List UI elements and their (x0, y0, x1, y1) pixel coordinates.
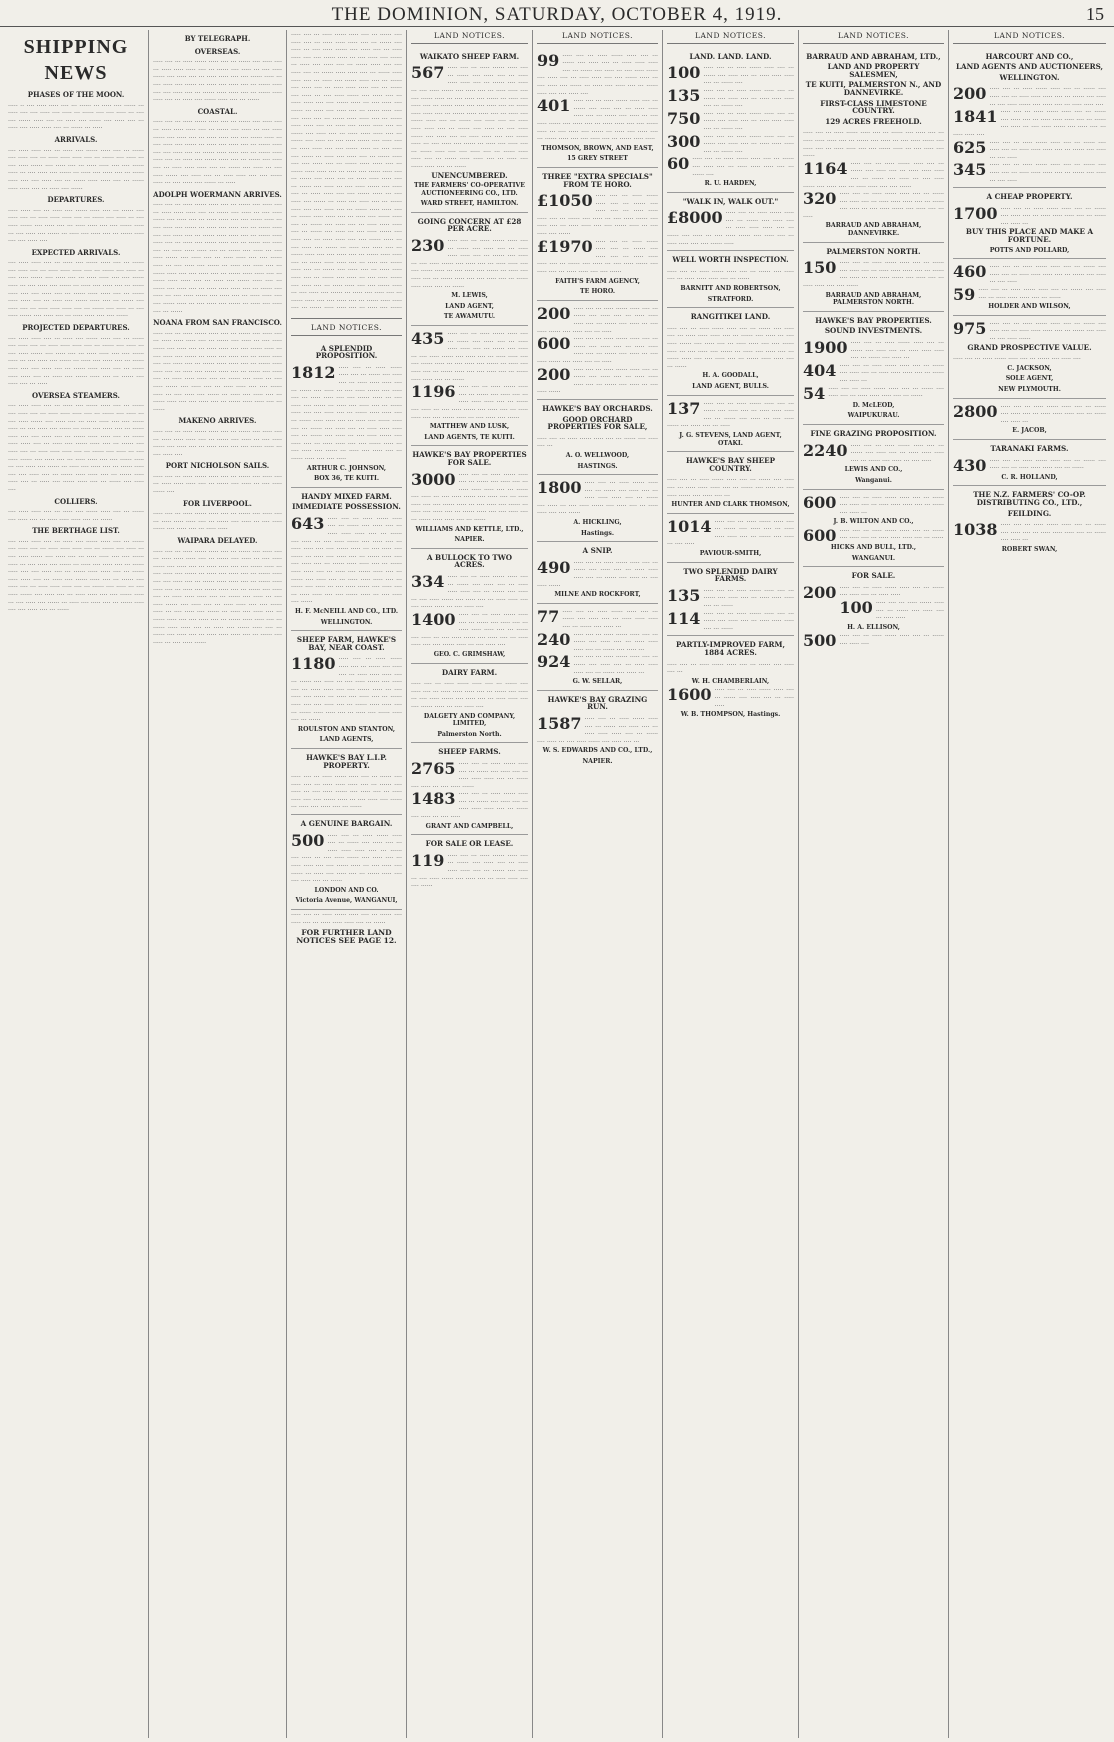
agent-name: H. F. McNEILL AND CO., LTD. (294, 608, 399, 615)
agent-name: DALGETY AND COMPANY, LIMITED, (423, 712, 516, 728)
advertisement: 200 ..... .... ... ..... ...... ..... .... ... ...... .... ..... .... ... ..... ..... ..... .... ... ...... .... ..... ... .... ..... ...... .... ..... .... ... ..... 600 ..... .... ... ..... ...... ..... .... ... ...... .... ..... .... ... ..... ..... ..... .... ... ...... .... ..... ... .... ..... ...... .... ..... .... ... ..... 200 ..... .... ... ..... ...... ..... .... ... ...... .... ..... .... ... ..... ..... ..... .... ... ...... .... ..... ... .... ..... ...... (537, 301, 658, 400)
ad-heading: HAWKE'S BAY L.I.P. PROPERTY. (306, 752, 387, 770)
subheading: EXPECTED ARRIVALS. (31, 247, 121, 257)
advertisement: RANGITIKEI LAND. ..... .... ... ..... ...... ..... .... ... ...... .... ..... .... ... ..... ..... ..... .... ... ...... .... ..... ... .... ..... ...... .... ..... .... ... ..... ..... .... .... ...... ..... ... .... ..... .... ...... ... ..... .... ..... .... ... ...... ..... .... .... ..... .... ... ...... ..... ..... .... ... ...... H. A. GOODALL, LAND AGENT, BULLS. (667, 308, 794, 395)
ad-heading: A SPLENDID PROPOSITION. (315, 343, 378, 361)
advertisement: HAWKE'S BAY GRAZING RUN. 1587 ..... .... ... ..... ...... ..... .... ... ...... .... ..... .... ... ..... ..... ..... .... ... ...... .... ..... ... .... ..... ...... .... ..... .... ... W. S. EDWARDS AND CO., LTD., NAPIER. (537, 694, 658, 765)
advertisement: FOR SALE OR LEASE. 119 ..... .... ... ..... ...... ..... .... ... ...... .... ..... .... ... ..... ..... ..... .... ... ...... .... ..... ... .... ..... ...... .... ..... .... ... ..... ..... .... .... ...... (411, 839, 528, 889)
advertisement: 99 ..... .... ... ..... ...... ..... .... ... ...... .... ..... .... ... ..... ..... ..... .... ... ...... .... ..... ... .... ..... ...... .... ..... .... ... ..... ..... .... .... ...... ..... ... .... ..... .... ...... ... ..... .... ..... .... ... ...... ..... .... .... ..... .... 401 ..... .... ... ..... ...... ..... .... ... ...... .... ..... .... ... ..... ..... ..... .... ... ...... .... ..... ... .... ..... ...... .... ..... .... ... ..... ..... .... .... ...... ..... ... .... ..... .... ...... ... ..... .... ..... .... ... ...... ..... .... .... ..... .... ... ...... ..... ..... THOMSON, BROWN, AND EAST, 15 GREY STREET (537, 48, 658, 168)
acreage-figure: 100 (667, 63, 701, 83)
agent-name: POTTS AND POLLARD, (989, 246, 1070, 254)
subheading: OVERSEA STEAMERS. (32, 390, 120, 400)
advertisement: 137 ..... .... ... ..... ...... ..... .... ... ...... .... ..... .... ... ..... ..... ..... .... ... ...... .... ..... ... .... ..... ...... .... ..... .... ... ..... J. G. STEVENS, LAND AGENT, OTAKI. (667, 396, 794, 453)
advertisement: FINE GRAZING PROPOSITION. 2240 ..... .... ... ..... ...... ..... .... ... ...... .... ..... .... ... ..... ..... ..... .... ... ...... .... ..... ... .... ..... LEWIS AND CO., Wanganui. (803, 425, 944, 490)
advertisement: PARTLY-IMPROVED FARM, 1884 ACRES. ..... .... ... ..... ...... ..... .... ... ...... .... ..... .... ... W. H. CHAMBERLAIN, 1600 ..... .... ... ..... ...... ..... .... ... ...... .... ..... .... ... ..... ..... W. B. THOMPSON, Hastings. (667, 640, 794, 719)
ad-heading: GOING CONCERN AT £28 PER ACRE. (417, 216, 522, 234)
ad-subheading: LAND AGENTS AND AUCTIONEERS, (955, 62, 1104, 72)
acreage-figure: 500 (291, 830, 325, 850)
ad-heading: TARANAKI FARMS. (990, 443, 1069, 453)
ad-heading: TWO SPLENDID DAIRY FARMS. (683, 566, 778, 584)
acreage-figure: 334 (411, 572, 445, 592)
acreage-figure: 430 (953, 455, 987, 475)
advertisement: A SPLENDID PROPOSITION. 1812 ..... .... ... ..... ...... ..... .... ... ...... .... ..... .... ... ..... ..... ..... .... ... ...... .... ..... ... .... ..... ...... .... ..... .... ... ..... ..... .... .... ...... ..... ... .... ..... .... ...... ... ..... .... ..... .... ... ...... ..... .... .... ..... .... ... ...... ..... ..... .... ... ...... ..... ..... .... ... ..... .... ...... ..... .... ... ...... .... ..... .... ... ..... ..... ..... .... ... ...... .... ..... ... .... ..... ...... .... ..... .... ... ..... ..... .... .... ...... ..... ... .... ..... .... ...... ... ..... .... ..... .... ... ...... ..... .... .... ..... ARTHUR C. JOHNSON, BOX 36, TE KUITI. (291, 340, 402, 488)
subheading: COASTAL. (197, 106, 238, 116)
agent-name: W. H. CHAMBERLAIN, (691, 677, 770, 685)
ad-heading: A SNIP. (582, 546, 613, 556)
agent-name: GEO. C. GRIMSHAW, (433, 650, 506, 658)
subheading: FOR LIVERPOOL. (183, 498, 252, 508)
agent-name: ROULSTON AND STANTON, (297, 725, 396, 733)
subheading: THE BERTHAGE LIST. (32, 526, 120, 536)
ad-subheading: WELLINGTON. (999, 72, 1060, 82)
advertisement: THE N.Z. FARMERS' CO-OP. DISTRIBUTING CO., LTD., FEILDING. 1038 ..... .... ... ..... ...... ..... .... ... ...... .... ..... .... ... ..... ..... ..... .... ... ...... .... ..... ... ROBERT SWAN, (953, 490, 1106, 553)
column-land-notices-5 (799, 30, 949, 1738)
subheading: PROJECTED DEPARTURES. (22, 323, 130, 333)
advertisement: HARCOURT AND CO., LAND AGENTS AND AUCTIONEERS, WELLINGTON. 200 ..... .... ... ..... ...... ..... .... ... ...... .... ..... .... ... ..... ..... ..... .... ... ...... .... ..... ... .... ..... ...... .... ..... .... ... ..... ..... .... 1841 ..... .... ... ..... ...... ..... .... ... ...... .... ..... .... ... ..... ..... ..... .... ... ...... .... ..... ... .... ..... ...... .... ..... .... ... ..... ..... .... 625 ..... .... ... ..... ...... ..... .... ... ...... .... ..... .... ... ..... ..... ..... .... ... ...... .... ..... ... .... ..... 345 ..... .... ... ..... ...... ..... .... ... ...... .... ..... .... ... ..... ..... ..... .... ... ...... .... ..... ... .... ..... (953, 48, 1106, 189)
agent-name: MATTHEW AND LUSK, (429, 423, 510, 431)
subheading: ADOLPH WOERMANN ARRIVES. (153, 189, 282, 199)
agent-name: HICKS AND BULL, LTD., (830, 544, 917, 552)
agent-title: LAND AGENT, (445, 302, 494, 310)
acreage-figure: 600 (537, 334, 571, 354)
agent-address: TE HORO. (579, 288, 616, 296)
columns-container (4, 30, 1110, 1738)
newspaper-title: THE DOMINION, SATURDAY, OCTOBER 4, 1919. (331, 4, 783, 25)
acreage-figure: 99 (537, 50, 560, 70)
agent-name: H. A. ELLISON, (847, 623, 900, 631)
column-heading: LAND NOTICES. (667, 30, 794, 44)
ad-heading: GRAND PROSPECTIVE VALUE. (967, 342, 1092, 352)
acreage-figure: 1483 (411, 789, 456, 809)
agent-name: C. JACKSON, (1007, 364, 1052, 372)
advertisement: PALMERSTON NORTH. 150 ..... .... ... ..... ...... ..... .... ... ...... .... ..... .... ... ..... ..... ..... .... ... ...... .... ..... ... .... ..... ...... .... ..... .... ... ..... ..... .... .... ...... BARRAUD AND ABRAHAM, PALMERSTON NORTH. (803, 243, 944, 312)
ad-heading: THE N.Z. FARMERS' CO-OP. DISTRIBUTING CO., LTD., (973, 490, 1086, 507)
agent-name: FAITH'S FARM AGENCY, (555, 277, 640, 285)
ad-heading: HAWKE'S BAY ORCHARDS. (542, 403, 653, 413)
ad-heading: HAWKE'S BAY PROPERTIES FOR SALE. (412, 450, 527, 467)
subheading: DEPARTURES. (47, 195, 105, 205)
agent-name: ROBERT SWAN, (1001, 545, 1058, 553)
advertisement: A SNIP. 490 ..... .... ... ..... ...... ..... .... ... ...... .... ..... .... ... ..... ..... ..... .... ... ...... .... ..... ... .... ..... ...... MILNE AND ROCKFORT, (537, 542, 658, 604)
advertisement: GOING CONCERN AT £28 PER ACRE. 230 ..... .... ... ..... ...... ..... .... ... ...... .... ..... .... ... ..... ..... ..... .... ... ...... .... ..... ... .... ..... ...... .... ..... .... ... ..... ..... .... .... ...... ..... ... .... ..... .... ...... ... ..... .... ..... .... ... ...... ..... .... .... ..... .... ... ...... ..... ..... .... ... ...... M. LEWIS, LAND AGENT, TE AWAMUTU. (411, 213, 528, 326)
subheading: ARRIVALS. (54, 134, 98, 144)
agent-address: LAND AGENT, BULLS. (692, 382, 769, 390)
acreage-figure: 320 (803, 189, 837, 209)
acreage-figure: 625 (953, 137, 987, 157)
advertisement: 77 ..... .... ... ..... ...... ..... .... ... ...... .... ..... .... ... ..... ..... ..... .... ... ...... .... ..... ... 240 ..... .... ... ..... ...... ..... .... ... ...... .... ..... .... ... ..... ..... ..... .... ... ...... .... ..... ... 924 ..... .... ... ..... ...... ..... .... ... ...... .... ..... .... ... ..... ..... ..... .... ... ...... .... ..... ... G. W. SELLAR, (537, 604, 658, 691)
subheading: BY TELEGRAPH. (184, 34, 251, 43)
agent-address: BOX 36, TE KUITI. (313, 475, 380, 483)
agent-name: LEWIS AND CO., (844, 466, 903, 474)
acreage-figure: 77 (537, 606, 560, 626)
ad-subheading: FEILDING. (1007, 508, 1052, 518)
agent-address: 15 GREY STREET (567, 155, 628, 163)
column-land-notices-2 (407, 30, 533, 1738)
acreage-figure: 135 (667, 85, 701, 105)
acreage-figure: 200 (803, 582, 837, 602)
ad-heading: PALMERSTON NORTH. (826, 246, 921, 256)
acreage-figure: 119 (411, 850, 445, 870)
acreage-figure: 230 (411, 236, 445, 256)
acreage-figure: 460 (953, 262, 987, 282)
subheading: PHASES OF THE MOON. (27, 90, 125, 99)
ad-heading: FOR SALE. (851, 571, 896, 581)
advertisement: TWO SPLENDID DAIRY FARMS. 135 ..... .... ... ..... ...... ..... .... ... ...... .... ..... .... ... ..... ..... ..... .... ... ...... 114 ..... .... ... ..... ...... ..... .... ... ...... .... ..... .... ... ..... ..... ..... .... ... ...... (667, 563, 794, 637)
ad-heading: RANGITIKEI LAND. (690, 312, 771, 322)
advertisement: 435 ..... .... ... ..... ...... ..... .... ... ...... .... ..... .... ... ..... ..... ..... .... ... ...... .... ..... ... .... ..... ...... .... ..... .... ... ..... ..... .... .... ...... ..... ... .... ..... .... ...... ... ..... .... ..... .... ... ...... ..... .... .... ..... .... ... ...... ..... ..... .... ... ...... 1196 ..... .... ... ..... ...... ..... .... ... ...... .... ..... .... ... ..... ..... ..... .... ... ...... .... ..... ... .... ..... ...... .... ..... .... ... ..... ..... .... .... ...... ..... ... .... ..... .... ...... MATTHEW AND LUSK, LAND AGENTS, TE KUITI. (411, 326, 528, 446)
agent-name: H. A. GOODALL, (702, 372, 759, 380)
agent-address: HASTINGS. (577, 462, 618, 470)
agent-address: Wanganui. (855, 476, 892, 484)
agent-name: THE FARMERS' CO-OPERATIVE AUCTIONEERING CO., LTD. (413, 182, 525, 197)
advertisement: "WALK IN, WALK OUT." £8000 ..... .... ... ..... ...... ..... .... ... ...... .... ..... .... ... ..... ..... ..... .... ... ...... .... ..... ... .... ..... ...... .... ..... .... ... ..... ..... .... .... ...... ..... (667, 193, 794, 252)
subheading: NOANA FROM SAN FRANCISCO. (153, 318, 282, 328)
ad-heading: HARCOURT AND CO., (985, 51, 1074, 61)
acreage-figure: 1900 (803, 338, 848, 357)
column-telegraph-news: BY TELEGRAPH. OVERSEAS. ..... .... ... ..... ...... ..... .... ... ...... .... ..... .... ... ..... ..... ..... .... ... ...... .... ..... ... .... ..... ...... .... ..... .... ... ..... ..... .... .... ...... ..... ... .... ..... .... ...... ... ..... .... ..... .... ... ...... ..... .... .... ..... .... ... ...... ..... ..... .... ... ...... ..... ..... .... ... ..... .... ...... ..... .... ... ...... COASTAL. ..... .... ... ..... ...... ..... .... ... ...... .... ..... .... ... ..... ..... ..... .... ... ...... .... ..... ... .... ..... ...... .... ..... .... ... ..... ..... .... .... ...... ..... ... .... ..... .... ...... ... ..... .... ..... .... ... ...... ..... .... .... ..... .... ... ...... ..... ..... .... ... ...... ..... ..... .... ... ..... .... ...... ..... .... ... ...... .... ..... .... ... ..... ..... ..... .... ... ...... .... ..... ... .... ..... ...... .... ..... .... ... ..... ..... .... .... ...... ..... ... .... ..... .... ...... ... ..... ADOLPH WOERMANN ARRIVES. ..... .... ... ..... ...... ..... .... ... ...... .... ..... .... ... ..... ..... ..... .... ... ...... .... ..... ... .... ..... ...... .... ..... .... ... ..... ..... .... .... ...... ..... ... .... ..... .... ...... ... ..... .... ..... .... ... ...... ..... .... .... ..... .... ... ...... ..... ..... .... ... ...... ..... ..... .... ... ..... .... ...... ..... .... ... ...... .... ..... .... ... ..... ..... ..... .... ... ...... .... ..... ... .... ..... ...... .... ..... .... ... ..... ..... .... .... ...... ..... ... .... ..... .... ...... ... ..... .... ..... .... ... ...... ..... .... .... ..... .... ... ...... ..... ..... .... ... ...... ..... ..... .... ... ..... .... ...... ..... .... ... ...... .... ..... .... ... ..... ..... ..... .... ... ...... .... ..... ... .... ..... ...... .... ..... .... ... ..... ..... .... .... ...... ..... ... .... ..... .... ...... ... ..... .... ..... .... ... ...... NOANA FROM SAN FRANCISCO. ..... .... ... ..... ...... ..... .... ... ...... .... ..... .... ... ..... ..... ..... .... ... ...... .... ..... ... .... ..... ...... .... ..... .... ... ..... ..... .... .... ...... ..... ... .... ..... .... ...... ... ..... .... ..... .... ... ...... ..... .... .... ..... .... ... ...... ..... ..... .... ... ...... ..... ..... .... ... ..... .... ...... ..... .... ... ...... .... ..... .... ... ..... ..... ..... .... ... ...... .... ..... ... .... ..... ...... .... ..... .... ... ..... ..... .... .... ...... ..... ... .... ..... .... ...... ... ..... .... ..... .... ... ...... ..... .... .... ..... .... ... ...... ..... ..... .... ... ...... MAKENO ARRIVES. ..... .... ... ..... ...... ..... .... ... ...... .... ..... .... ... ..... ..... ..... .... ... ...... .... ..... ... .... ..... ...... .... ..... .... ... ..... ..... .... .... ...... ..... ... .... ..... .... PORT NICHOLSON SAILS. ..... .... ... ..... ...... ..... .... ... ...... .... ..... .... ... ..... ..... ..... .... ... ...... .... ..... ... .... ..... ...... .... FOR LIVERPOOL. ..... .... ... ..... ...... ..... .... ... ...... .... ..... .... ... ..... ..... ..... .... ... ...... .... ..... ... .... ..... ...... .... ..... .... ... ..... ..... WAIPARA DELAYED. ..... .... ... ..... ...... ..... .... ... ...... .... ..... .... ... ..... ..... ..... .... ... ...... .... ..... ... .... ..... ...... .... ..... .... ... ..... ..... .... .... ...... ..... ... .... ..... .... ...... ... ..... .... ..... .... ... ...... ..... .... .... ..... .... ... ...... ..... ..... .... ... ...... ..... ..... .... ... ..... .... ...... ..... .... ... ...... .... ..... .... ... ..... ..... ..... .... ... ...... .... ..... ... .... ..... ...... .... ..... .... ... ..... ..... .... .... ...... ..... ... .... ..... .... ...... ... ..... .... ..... .... ... ...... ..... .... .... ..... .... ... ...... ..... ..... .... ... ...... ..... ..... .... ... ..... .... ...... ..... .... ... ...... .... ..... .... ... ..... ..... ..... .... ... ...... .... ..... ... .... ..... ...... (149, 30, 287, 1738)
ad-heading: LAND. LAND. LAND. (689, 51, 772, 61)
ad-subheading: GOOD ORCHARD PROPERTIES FOR SALE, (547, 414, 648, 432)
advertisement: A BULLOCK TO TWO ACRES. 334 ..... .... ... ..... ...... ..... .... ... ...... .... ..... .... ... ..... ..... ..... .... ... ...... .... ..... ... .... ..... ...... .... ..... .... ... ..... ..... .... .... ...... ..... ... .... ..... .... 1400 ..... .... ... ..... ...... ..... .... ... ...... .... ..... .... ... ..... ..... ..... .... ... ...... .... ..... ... .... ..... ...... .... ..... .... ... ..... ..... .... .... ...... ..... ... .... ..... .... GEO. C. GRIMSHAW, (411, 549, 528, 664)
agent-address: NAPIER. (582, 757, 613, 765)
agent-name: C. R. HOLLAND, (1001, 473, 1058, 481)
acreage-figure: 200 (537, 364, 571, 384)
agent-address: STRATFORD. (707, 295, 754, 303)
column-shipping-news: SHIPPING NEWS PHASES OF THE MOON. ..... .. .... ..... ..... .... ... ...... ... ..... .... ...... ... ..... .... .... ..... .... ..... ... ...... .... .... ..... ... .... .... ...... ..... .... ... ..... .... ...... .... ..... .... ... ..... .... ..... ..... .... ... ...... ... ..... ARRIVALS. .... ..... ..... .... ... ..... .... ...... ..... .... ... ...... .... ..... .... ... ..... ..... ..... .... ... ...... .... ..... ... .... ..... ...... .... ..... .... ... ..... ..... .... .... ...... ..... ... .... ..... .... ...... ... ..... .... ..... .... ... ...... ..... .... .... ..... .... ... ...... ..... ..... .... ... ...... ..... ..... .... ... ..... .... ...... DEPARTURES. ..... ..... .... ... ..... .... ...... ..... .... ... ...... .... ..... .... ... ..... ..... ..... .... ... ...... .... ..... ... .... ..... ...... .... ..... .... ... ..... ..... .... .... ...... ..... ... .... ..... .... ...... ... ..... .... ..... .... ... ...... ..... .... .... ..... .... EXPECTED ARRIVALS. .... ..... ..... .... ... ..... .... ...... ..... .... ... ...... .... ..... .... ... ..... ..... ..... .... ... ...... .... ..... ... .... ..... ...... .... ..... .... ... ..... ..... .... .... ...... ..... ... .... ..... .... ...... ... ..... .... ..... .... ... ...... ..... .... .... ..... .... ... ...... ..... ..... .... ... ...... ..... ..... .... ... ..... .... ...... ..... .... ... ...... .... ..... .... ... ..... ..... ..... .... ... ...... .... ..... ... .... ..... ...... .... ..... .... ... ..... ..... .... .... ...... PROJECTED DEPARTURES. .... ..... ..... .... ... ..... .... ...... ..... .... ... ...... .... ..... .... ... ..... ..... ..... .... ... ...... .... ..... ... .... ..... ...... .... ..... .... ... ..... ..... .... .... ...... ..... ... .... ..... .... ...... ... ..... .... ..... .... ... ...... ..... .... .... ..... .... ... ...... ..... ..... .... ... ...... ..... ..... .... ... ..... .... ...... ..... .... ... ...... .... ..... .... ... ..... OVERSEA STEAMERS. .... ..... ..... .... ... ..... .... ...... ..... .... ... ...... .... ..... .... ... ..... ..... ..... .... ... ...... .... ..... ... .... ..... ...... .... ..... .... ... ..... ..... .... .... ...... ..... ... .... ..... .... ...... ... ..... .... ..... .... ... ...... ..... .... .... ..... .... ... ...... ..... ..... .... ... ...... ..... ..... .... ... ..... .... ...... ..... .... ... ...... .... ..... .... ... ..... ..... ..... .... ... ...... .... ..... ... .... ..... ...... .... ..... .... ... ..... ..... .... .... ...... ..... ... .... ..... .... ...... ... ..... .... ..... .... ... ...... ..... .... .... ..... .... ... ...... ..... ..... .... ... ...... ..... ..... .... ... ..... .... ...... ..... .... ... ...... .... ..... .... COLLIERS. .... ..... ..... .... ... ..... .... ...... ..... .... ... ...... .... ..... .... ... ..... ..... ..... .... ... ...... THE BERTHAGE LIST. .... ..... ..... .... ... ..... .... ...... ..... .... ... ...... .... ..... .... ... ..... ..... ..... .... ... ...... .... ..... ... .... ..... ...... .... ..... .... ... ..... ..... .... .... ...... ..... ... .... ..... .... ...... ... ..... .... ..... .... ... ...... ..... .... .... ..... .... ... ...... ..... ..... .... ... ...... ..... ..... .... ... ..... .... ...... ..... .... ... ...... .... ..... .... ... ..... ..... ..... .... ... ...... .... ..... ... .... ..... ...... .... ..... .... ... ..... ..... .... .... ...... ..... ... .... ..... .... ...... ... ..... .... ..... .... ... ...... ..... .... .... ..... .... ... ...... (4, 30, 149, 1738)
acreage-figure: 401 (537, 96, 571, 116)
agent-name: BARRAUD AND ABRAHAM, DANNEVIRKE. (825, 222, 922, 238)
agent-name: E. JACOB, (1012, 427, 1047, 435)
column-heading: LAND NOTICES. (803, 30, 944, 44)
acreage-figure: 924 (537, 652, 571, 672)
ad-subheading: SOUND INVESTMENTS. (824, 326, 923, 336)
subheading: COLLIERS. (54, 496, 98, 506)
advertisement: HAWKE'S BAY PROPERTIES FOR SALE. 3000 ..... .... ... ..... ...... ..... .... ... ...... .... ..... .... ... ..... ..... ..... .... ... ...... .... ..... ... .... ..... ...... .... ..... .... ... ..... ..... .... .... ...... ..... ... .... ..... .... ...... ... ..... .... ..... .... ... ...... ..... .... .... ..... .... ... ...... ..... ..... .... ... ...... WILLIAMS AND KETTLE, LTD., NAPIER. (411, 446, 528, 549)
agent-address: WARD STREET, HAMILTON. (420, 200, 519, 208)
subheading: WAIPARA DELAYED. (177, 536, 258, 546)
column-heading: LAND NOTICES. (411, 30, 528, 44)
acreage-figure: 435 (411, 329, 445, 348)
ad-heading: HAWKE'S BAY PROPERTIES. (815, 315, 932, 325)
acreage-figure: 567 (411, 63, 445, 83)
acreage-figure: 1600 (667, 685, 712, 705)
acreage-figure: 54 (803, 383, 826, 403)
advertisement: 460 ..... .... ... ..... ...... ..... .... ... ...... .... ..... .... ... ..... ..... ..... .... ... ...... .... ..... ... .... ..... 59 ..... .... ... ..... ...... ..... .... ... ...... .... ..... .... ... ..... ..... ..... .... ... ...... HOLDER AND WILSON, (953, 259, 1106, 316)
ad-heading: BARRAUD AND ABRAHAM, LTD., (806, 51, 941, 61)
ad-heading: SHEEP FARM, HAWKE'S BAY, NEAR COAST. (296, 635, 397, 652)
column-land-notices-6 (949, 30, 1110, 1738)
ad-heading: HAWKE'S BAY GRAZING RUN. (547, 694, 648, 712)
advertisement: THREE "EXTRA SPECIALS" FROM TE HORO. £1050 ..... .... ... ..... ...... ..... .... ... ...... .... ..... .... ... ..... ..... ..... .... ... ...... .... ..... ... .... ..... ...... .... ..... .... ... ..... ..... .... .... ...... ..... ... .... ..... .... ...... £1970 ..... .... ... ..... ...... ..... .... ... ...... .... ..... .... ... ..... ..... ..... .... ... ...... .... ..... ... .... ..... ...... .... ..... .... ... ..... ..... .... .... ...... FAITH'S FARM AGENCY, TE HORO. (537, 168, 658, 301)
acreage-figure: 1700 (953, 203, 998, 223)
advertisement: BARRAUD AND ABRAHAM, LTD., LAND AND PROPERTY SALESMEN, TE KUITI, PALMERSTON N., AND DANNEVIRKE. FIRST-CLASS LIMESTONE COUNTRY. 129 ACRES FREEHOLD. ..... .... ... ..... ...... ..... .... ... ...... .... ..... .... ... ..... ..... ..... .... ... ...... .... ..... ... .... ..... ...... .... ..... .... ... ..... ..... .... .... ...... ..... ... .... ..... .... ...... 1164 ..... .... ... ..... ...... ..... .... ... ...... .... ..... .... ... ..... ..... ..... .... ... ...... .... ..... ... .... ..... ...... .... ..... .... ... ..... ..... .... .... ...... 320 ..... .... ... ..... ...... ..... .... ... ...... .... ..... .... ... ..... ..... ..... .... ... ...... .... ..... ... .... ..... ...... .... ..... .... ... ..... BARRAUD AND ABRAHAM, DANNEVIRKE. (803, 48, 944, 243)
advertisement: SHEEP FARMS. 2765 ..... .... ... ..... ...... ..... .... ... ...... .... ..... .... ... ..... ..... ..... .... ... ...... .... ..... ... .... ..... ...... 1483 ..... .... ... ..... ...... ..... .... ... ...... .... ..... .... ... ..... ..... ..... .... ... ...... .... ..... ... .... ..... GRANT AND CAMPBELL, (411, 743, 528, 835)
ad-subheading: IMMEDIATE POSSESSION. (292, 502, 401, 512)
acreage-figure: 150 (803, 258, 837, 278)
acreage-figure: 200 (953, 84, 987, 104)
advertisement: TARANAKI FARMS. 430 ..... .... ... ..... ...... ..... .... ... ...... .... ..... .... ... ..... ..... ..... .... ... ...... C. R. HOLLAND, (953, 440, 1106, 486)
advertisement: SHEEP FARM, HAWKE'S BAY, NEAR COAST. 1180 ..... .... ... ..... ...... ..... .... ... ...... .... ..... .... ... ..... ..... ..... .... ... ...... .... ..... ... .... ..... ...... .... ..... .... ... ..... ..... .... .... ...... ..... ... .... ..... .... ...... ... ..... .... ..... .... ... ...... ..... .... .... ..... .... ... ...... ..... ..... .... ... ...... ..... ..... .... ... ..... .... ...... ..... .... ... ...... ROULSTON AND STANTON, LAND AGENTS, (291, 631, 402, 749)
agent-name: BARRAUD AND ABRAHAM, PALMERSTON NORTH. (825, 291, 922, 307)
subheading: MAKENO ARRIVES. (178, 416, 257, 426)
acreage-figure: 500 (803, 631, 837, 651)
ad-heading: PARTLY-IMPROVED FARM, 1884 ACRES. (676, 640, 785, 657)
acreage-figure: 60 (667, 154, 690, 174)
agent-address: NEW PLYMOUTH. (998, 385, 1061, 393)
price-figure: £1970 (537, 236, 593, 256)
ad-heading: THREE "EXTRA SPECIALS" FROM TE HORO. (542, 171, 653, 189)
advertisement: FOR SALE. 200 ..... .... ... ..... ...... ..... .... ... ...... .... ..... .... ... ..... ..... 100 ..... .... ... ..... ...... ..... .... ... ...... .... ..... .... ... ..... ..... H. A. ELLISON, 500 ..... .... ... ..... ...... ..... .... ... ...... .... ..... .... (803, 571, 944, 651)
ad-heading: BUY THIS PLACE AND MAKE A FORTUNE. (965, 227, 1094, 245)
agent-name: BARNITT AND ROBERTSON, (680, 285, 781, 293)
acreage-figure: 643 (291, 513, 325, 533)
agent-name: D. McLEOD, (852, 401, 895, 409)
acreage-figure: 1038 (953, 520, 998, 540)
subheading: OVERSEAS. (194, 46, 241, 56)
agent-address: NAPIER. (454, 536, 485, 544)
ad-heading: WAIKATO SHEEP FARM. (419, 51, 520, 61)
agent-name: W. B. THOMPSON, Hastings. (680, 711, 781, 719)
advertisement: 600 ..... .... ... ..... ...... ..... .... ... ...... .... ..... .... ... ..... ..... ..... .... ... ...... .... ..... ... J. B. WILTON AND CO., 600 ..... .... ... ..... ...... ..... .... ... ...... .... ..... .... ... ..... ..... ..... .... ... ...... HICKS AND BULL, LTD., WANGANUI. (803, 490, 944, 568)
acreage-figure: 1164 (803, 158, 848, 178)
acreage-figure: 3000 (411, 469, 456, 489)
acreage-figure: 490 (537, 557, 571, 577)
agent-name: PAVIOUR-SMITH, (699, 550, 762, 558)
ad-heading: DAIRY FARM. (441, 667, 498, 677)
acreage-figure: 1014 (667, 516, 712, 536)
acreage-figure: 975 (953, 318, 987, 338)
column-heading: LAND NOTICES. (953, 30, 1106, 44)
advertisement: HANDY MIXED FARM. IMMEDIATE POSSESSION. 643 ..... .... ... ..... ...... ..... .... ... ...... .... ..... .... ... ..... ..... ..... .... ... ...... .... ..... ... .... ..... ...... .... ..... .... ... ..... ..... .... .... ...... ..... ... .... ..... .... ...... ... ..... .... ..... .... ... ...... ..... .... .... ..... .... ... ...... ..... ..... .... ... ...... ..... ..... .... ... ..... .... ...... ..... .... ... ...... .... ..... .... ... ..... ..... ..... .... ... ...... .... ..... ... .... ..... ...... .... ..... .... ... ..... ..... .... .... ...... ..... ... .... ..... .... ...... H. F. McNEILL AND CO., LTD. WELLINGTON. (291, 488, 402, 632)
ad-heading: A BULLOCK TO TWO ACRES. (426, 552, 513, 570)
acreage-figure: 59 (953, 285, 976, 305)
ad-heading: FIRST-CLASS LIMESTONE COUNTRY. (820, 98, 927, 116)
acreage-figure: 2240 (803, 440, 848, 460)
acreage-figure: 750 (667, 108, 701, 128)
agent-name: MILNE AND ROCKFORT, (554, 591, 641, 599)
column-heading: LAND NOTICES. (537, 30, 658, 44)
ad-heading: WELL WORTH INSPECTION. (672, 255, 789, 265)
column-land-notices-4 (663, 30, 799, 1738)
acreage-figure: 200 (537, 303, 571, 323)
column-land-notices-3 (533, 30, 663, 1738)
agent-address: LAND AGENTS, (319, 736, 374, 744)
see-also-notice: FOR FURTHER LAND NOTICES SEE PAGE 12. (296, 928, 397, 945)
column-heading: LAND NOTICES. (291, 322, 402, 336)
advertisement: 975 ..... .... ... ..... ...... ..... .... ... ...... .... ..... .... ... ..... ..... ..... .... ... ...... .... ..... ... .... ..... ...... GRAND PROSPECTIVE VALUE. ..... .... ... ..... ...... ..... .... ... ...... .... ..... .... C. JACKSON, SOLE AGENT, NEW PLYMOUTH. (953, 316, 1106, 399)
agent-name: HUNTER AND CLARK THOMSON, (671, 501, 790, 509)
agent-name: W. S. EDWARDS AND CO., LTD., (542, 747, 653, 755)
agent-name: G. W. SELLAR, (572, 678, 623, 686)
agent-name: J. G. STEVENS, LAND AGENT, OTAKI. (679, 431, 782, 447)
acreage-figure: 1180 (291, 654, 336, 674)
advertisement: WAIKATO SHEEP FARM. 567 ..... .... ... ..... ...... ..... .... ... ...... .... ..... .... ... ..... ..... ..... .... ... ...... .... ..... ... .... ..... ...... .... ..... .... ... ..... ..... .... .... ...... ..... ... .... ..... .... ...... ... ..... .... ..... .... ... ...... ..... .... .... ..... .... ... ...... ..... ..... .... ... ...... ..... ..... .... ... ..... .... ...... ..... .... ... ...... .... ..... .... ... ..... ..... ..... .... ... ...... .... ..... ... .... ..... ...... .... ..... .... ... ..... ..... .... .... ...... ..... ... .... ..... .... ...... ... ..... .... ..... .... ... ...... ..... .... .... ..... .... ... ...... ..... ..... .... ... ...... ..... ..... .... ... ..... .... ...... ..... .... ... ...... UNENCUMBERED. THE FARMERS' CO-OPERATIVE AUCTIONEERING CO., LTD. WARD STREET, HAMILTON. (411, 48, 528, 213)
acreage-figure: 404 (803, 360, 837, 380)
agent-address: WANGANUI. (851, 554, 896, 562)
advertisement: 2800 ..... .... ... ..... ...... ..... .... ... ...... .... ..... .... ... ..... ..... ..... .... ... ...... .... ..... ... E. JACOB, (953, 399, 1106, 440)
masthead (0, 0, 1114, 27)
acreage-figure: 137 (667, 398, 701, 418)
agent-address: TE AWAMUTU. (443, 313, 496, 321)
acreage-figure: 2800 (953, 401, 998, 421)
agent-title: SOLE AGENT, (1005, 375, 1054, 383)
ad-heading: FINE GRAZING PROPOSITION. (810, 428, 937, 438)
advertisement: DAIRY FARM. ..... .... ... ..... ...... ..... .... ... ...... .... ..... .... ... ..... ..... ..... .... ... ...... .... ..... ... .... ..... ...... .... ..... .... ... ..... ..... .... .... ...... ..... ... .... ..... .... DALGETY AND COMPANY, LIMITED, Palmerston North. (411, 664, 528, 744)
acreage-figure: 135 (667, 585, 701, 605)
ad-subheading: TE KUITI, PALMERSTON N., AND DANNEVIRKE. (805, 80, 942, 97)
acreage-figure: 1587 (537, 713, 582, 733)
acreage-figure: 2765 (411, 758, 456, 778)
ad-heading: SHEEP FARMS. (438, 747, 501, 757)
ad-subheading: 129 ACRES FREEHOLD. (825, 116, 922, 126)
agent-name: A. O. WELLWOOD, (565, 451, 630, 459)
ad-heading: "WALK IN, WALK OUT." (682, 196, 779, 206)
acreage-figure: 1400 (411, 610, 456, 629)
ad-subheading: UNENCUMBERED. (431, 170, 508, 180)
acreage-figure: 240 (537, 629, 571, 649)
agent-name: J. B. WILTON AND CO., (833, 518, 914, 526)
column-land-notices-1: ..... .... ... ..... ...... ..... .... ... ...... .... ..... .... ... ..... ..... ..... .... ... ...... .... ..... ... .... ..... ...... .... ..... .... ... ..... ..... .... .... ...... ..... ... .... ..... .... ...... ... ..... .... ..... .... ... ...... ..... .... .... ..... .... ... ...... ..... ..... .... ... ...... ..... ..... .... ... ..... .... ...... ..... .... ... ...... .... ..... .... ... ..... ..... ..... .... ... ...... .... ..... ... .... ..... ...... .... ..... .... ... ..... ..... .... .... ...... ..... ... .... ..... .... ...... ... ..... .... ..... .... ... ...... ..... .... .... ..... .... ... ...... ..... ..... .... ... ...... ..... ..... .... ... ..... .... ...... ..... .... ... ...... .... ..... .... ... ..... ..... ..... .... ... ...... .... ..... ... .... ..... ...... .... ..... .... ... ..... ..... .... .... ...... ..... ... .... ..... .... ...... ... ..... .... ..... .... ... ...... ..... .... .... ..... .... ... ...... ..... ..... .... ... ...... ..... ..... .... ... ..... .... ...... ..... .... ... ...... .... ..... .... ... ..... ..... ..... .... ... ...... .... ..... ... .... ..... ...... .... ..... .... ... ..... ..... .... .... ...... ..... ... .... ..... .... ...... ... ..... .... ..... .... ... ...... ..... .... .... ..... .... ... ...... ..... ..... .... ... ...... ..... ..... .... ... ..... .... ...... ..... .... ... ...... .... ..... .... ... ..... ..... ..... .... ... ...... .... ..... ... .... ..... ...... .... ..... .... ... ..... ..... .... .... ...... ..... ... .... ..... .... ...... ... ..... .... ..... .... ... ...... ..... .... .... ..... .... ... ...... ..... ..... .... ... ...... ..... ..... .... ... ..... .... ...... ..... .... ... ...... .... ..... .... ... ..... ..... ..... .... ... ...... .... ..... ... .... ..... ...... .... ..... .... ... ..... ..... .... .... ...... ..... ... .... ..... .... ...... ... ..... .... ..... .... ... ...... ..... .... .... ..... .... ... ...... ..... ..... .... ... ...... ..... ..... .... ... ..... .... ...... ..... .... ... ...... .... ..... .... ... ..... ..... LAND NOTICES. A SPLENDID PROPOSITION. 1812 ..... .... ... ..... ...... ..... .... ... ...... .... ..... .... ... ..... ..... ..... .... ... ...... .... ..... ... .... ..... ...... .... ..... .... ... ..... ..... .... .... ...... ..... ... .... ..... .... ...... ... ..... .... ..... .... ... ...... ..... .... .... ..... .... ... ...... ..... ..... .... ... ...... ..... ..... .... ... ..... .... ...... ..... .... ... ...... .... ..... .... ... ..... ..... ..... .... ... ...... .... ..... ... .... ..... ...... .... ..... .... ... ..... ..... .... .... ...... ..... ... .... ..... .... ...... ... ..... .... ..... .... ... ...... ..... .... .... ..... ARTHUR C. JOHNSON, BOX 36, TE KUITI. HANDY MIXED FARM. IMMEDIATE POSSESSION. 643 ..... .... ... ..... ...... ..... .... ... ...... .... ..... .... ... ..... ..... ..... .... ... ...... .... ..... ... .... ..... ...... .... ..... .... ... ..... ..... .... .... ...... ..... ... .... ..... .... ...... ... ..... .... ..... .... ... ...... ..... .... .... ..... .... ... ...... ..... ..... .... ... ...... ..... ..... .... ... ..... .... ...... ..... .... ... ...... .... ..... .... ... ..... ..... ..... .... ... ...... .... ..... ... .... ..... ...... .... ..... .... ... ..... ..... .... .... ...... ..... ... .... ..... .... ...... H. F. McNEILL AND CO., LTD. WELLINGTON. SHEEP FARM, HAWKE'S BAY, NEAR COAST. 1180 ..... .... ... ..... ...... ..... .... ... ...... .... ..... .... ... ..... ..... ..... .... ... ...... .... ..... ... .... ..... ...... .... ..... .... ... ..... ..... .... .... ...... ..... ... .... ..... .... ...... ... ..... .... ..... .... ... ...... ..... .... .... ..... .... ... ...... ..... ..... .... ... ...... ..... ..... .... ... ..... .... ...... ..... .... ... ...... ROULSTON AND STANTON, LAND AGENTS, HAWKE'S BAY L.I.P. PROPERTY. ..... .... ... ..... ...... ..... .... ... ...... .... ..... .... ... ..... ..... ..... .... ... ...... .... ..... ... .... ..... ...... .... ..... .... ... ..... ..... .... .... ...... ..... ... .... ..... .... ...... ... ..... .... ..... .... ... ...... A GENUINE BARGAIN. 500 ..... .... ... ..... ...... ..... .... ... ...... .... ..... .... ... ..... ..... ..... .... ... ...... .... ..... ... .... ..... ...... .... ..... .... ... ..... ..... .... .... ...... ..... ... .... ..... .... ...... ... ..... .... ..... .... ... ...... ..... .... .... ..... .... ... ...... LONDON AND CO. Victoria Avenue, WANGANUI, ..... .... ... ..... ...... ..... .... ... ...... .... ..... .... ... ..... ..... ..... .... ... ...... FOR FURTHER LAND NOTICES SEE PAGE 12. (287, 30, 407, 1738)
agent-name: A. HICKLING, (573, 519, 622, 527)
advertisement: HAWKE'S BAY L.I.P. PROPERTY. ..... .... ... ..... ...... ..... .... ... ...... .... ..... .... ... ..... ..... ..... .... ... ...... .... ..... ... .... ..... ...... .... ..... .... ... ..... ..... .... .... ...... ..... ... .... ..... .... ...... ... ..... .... ..... .... ... ...... (291, 749, 402, 815)
subheading: PORT NICHOLSON SAILS. (165, 461, 270, 471)
acreage-figure: 1812 (291, 362, 336, 382)
agent-address: WAIPUKURAU. (847, 412, 900, 420)
ad-heading: HAWKE'S BAY SHEEP COUNTRY. (686, 456, 775, 473)
advertisement: A GENUINE BARGAIN. 500 ..... .... ... ..... ...... ..... .... ... ...... .... ..... .... ... ..... ..... ..... .... ... ...... .... ..... ... .... ..... ...... .... ..... .... ... ..... ..... .... .... ...... ..... ... .... ..... .... ...... ... ..... .... ..... .... ... ...... ..... .... .... ..... .... ... ...... LONDON AND CO. Victoria Avenue, WANGANUI, (291, 815, 402, 910)
agent-address: Victoria Avenue, WANGANUI, (295, 897, 398, 905)
advertisement: HAWKE'S BAY ORCHARDS. GOOD ORCHARD PROPERTIES FOR SALE, ..... .... ... ..... ...... ..... .... ... ...... .... ..... .... ... A. O. WELLWOOD, HASTINGS. (537, 400, 658, 475)
acreage-figure: 1800 (537, 478, 582, 498)
agent-address: WELLINGTON. (320, 618, 373, 626)
advertisement: WELL WORTH INSPECTION. ..... .... ... ..... ...... ..... .... ... ...... .... ..... .... ... ..... ..... ..... .... ... ...... BARNITT AND ROBERTSON, STRATFORD. (667, 251, 794, 308)
advertisement: LAND. LAND. LAND. 100 ..... .... ... ..... ...... ..... .... ... ...... .... ..... .... ... ..... ..... ..... .... ... ...... .... 135 ..... .... ... ..... ...... ..... .... ... ...... .... ..... .... ... ..... ..... ..... .... ... ...... .... 750 ..... .... ... ..... ...... ..... .... ... ...... .... ..... .... ... ..... ..... ..... .... ... ...... .... 300 ..... .... ... ..... ...... ..... .... ... ...... .... ..... .... ... ..... ..... ..... .... ... ...... .... 60 ..... .... ... ..... ...... ..... .... ... ...... .... ..... .... ... ..... ..... ..... .... ... ...... .... R. U. HARDEN, (667, 48, 794, 193)
acreage-figure: 600 (803, 492, 837, 512)
advertisement: HAWKE'S BAY SHEEP COUNTRY. ..... .... ... ..... ...... ..... .... ... ...... .... ..... .... ... ..... ..... ..... .... ... ...... .... ..... ... .... ..... ...... .... ..... .... ... HUNTER AND CLARK THOMSON, (667, 452, 794, 514)
ad-heading: A GENUINE BARGAIN. (300, 819, 393, 829)
agent-name: HOLDER AND WILSON, (988, 303, 1071, 311)
section-heading: SHIPPING NEWS (23, 36, 129, 84)
advertisement: 1800 ..... .... ... ..... ...... ..... .... ... ...... .... ..... .... ... ..... ..... ..... .... ... ...... .... ..... ... .... ..... ...... .... ..... .... ... ..... ..... .... .... ...... A. HICKLING, Hastings. (537, 475, 658, 542)
agent-name: GRANT AND CAMPBELL, (425, 822, 514, 830)
acreage-figure: 1196 (411, 382, 456, 402)
ad-heading: A CHEAP PROPERTY. (986, 192, 1073, 202)
agent-name: ARTHUR C. JOHNSON, (306, 464, 387, 472)
acreage-figure: 114 (667, 608, 701, 628)
advertisement: A CHEAP PROPERTY. 1700 ..... .... ... ..... ...... ..... .... ... ...... .... ..... .... ... ..... ..... ..... .... ... ...... .... ..... ... BUY THIS PLACE AND MAKE A FORTUNE. POTTS AND POLLARD, (953, 188, 1106, 259)
acreage-figure: 1841 (953, 107, 998, 127)
acreage-figure: 300 (667, 131, 701, 151)
page-number: 15 (1086, 4, 1104, 24)
agent-name: LONDON AND CO. (314, 886, 379, 894)
agent-name: WILLIAMS AND KETTLE, LTD., (415, 525, 524, 533)
agent-address: LAND AGENTS, TE KUITI. (424, 433, 515, 441)
ad-heading: HANDY MIXED FARM. (301, 491, 392, 501)
agent-name: THOMSON, BROWN, AND EAST, (541, 144, 654, 152)
agent-address: Palmerston North. (437, 730, 502, 738)
ad-subheading: LAND AND PROPERTY SALESMEN, (827, 62, 920, 79)
acreage-figure: 600 (803, 525, 837, 545)
price-figure: £1050 (537, 191, 593, 211)
advertisement: HAWKE'S BAY PROPERTIES. SOUND INVESTMENTS. 1900 ..... .... ... ..... ...... ..... .... ... ...... .... ..... .... ... ..... ..... ..... .... ... ...... .... ..... ... 404 ..... .... ... ..... ...... ..... .... ... ...... .... ..... .... ... ..... ..... ..... .... ... ...... .... ..... ... 54 ..... .... ... ..... ...... ..... .... ... ...... .... ..... .... ... ..... ..... ..... .... ... ...... D. McLEOD, WAIPUKURAU. (803, 312, 944, 425)
agent-name: M. LEWIS, (451, 292, 488, 300)
ad-heading: FOR SALE OR LEASE. (425, 839, 514, 849)
agent-name: R. U. HARDEN, (704, 180, 757, 188)
acreage-figure: 345 (953, 160, 987, 180)
price-figure: £8000 (667, 208, 723, 228)
acreage-figure: 100 (839, 598, 873, 618)
agent-address: Hastings. (580, 529, 614, 537)
advertisement: 1014 ..... .... ... ..... ...... ..... .... ... ...... .... ..... .... ... ..... ..... ..... .... ... ...... .... ..... ... .... ..... PAVIOUR-SMITH, (667, 514, 794, 563)
